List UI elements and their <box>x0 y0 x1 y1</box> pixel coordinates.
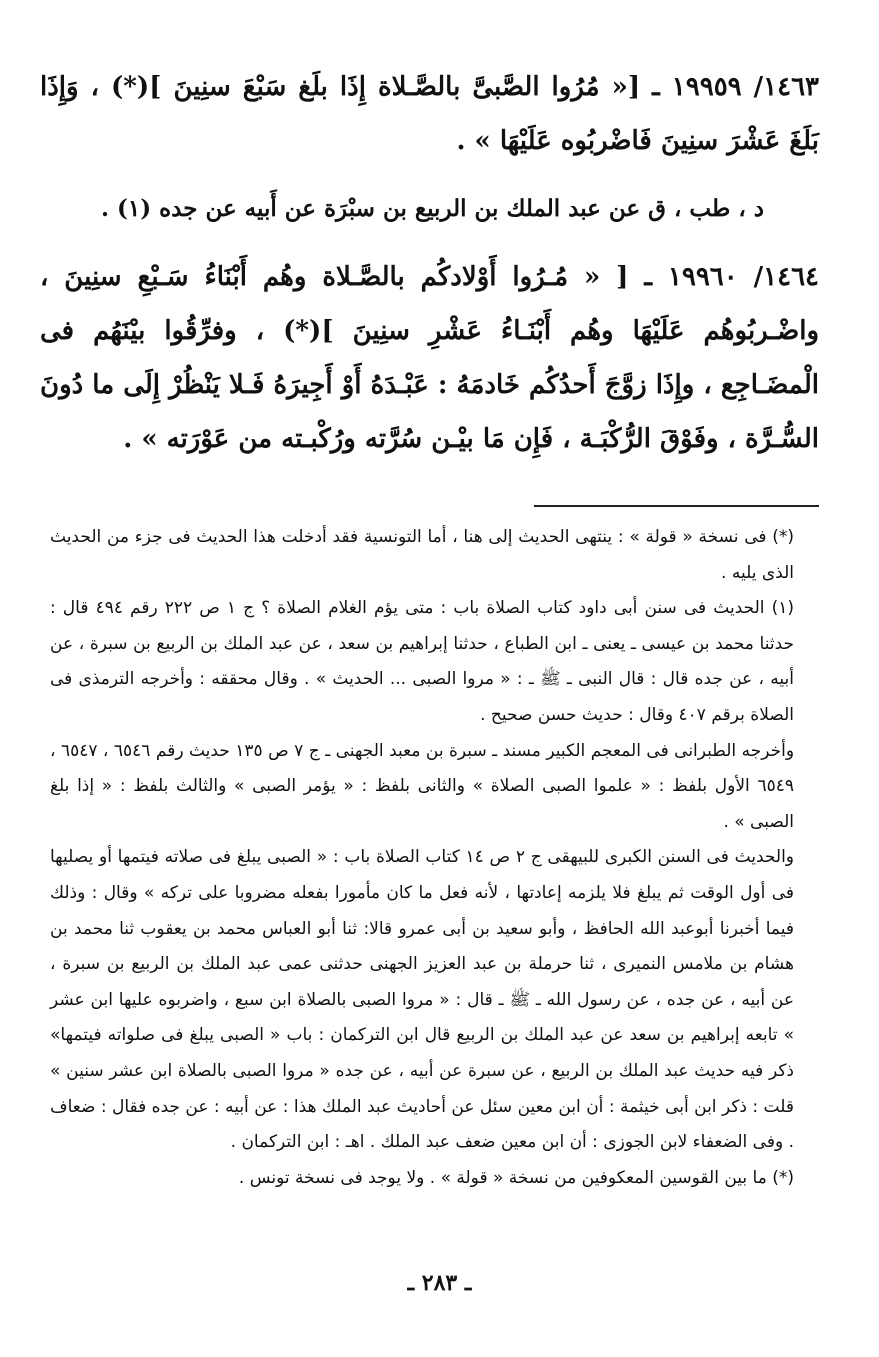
hadith-1463-source: د ، طب ، ق عن عبد الملك بن الربيع بن سبْرَة عن أَبيه عن جده (١) . <box>100 195 764 222</box>
main-text <box>40 60 819 466</box>
hadith-1463: ١٤٦٣/ ١٩٩٥٩ ـ [« مُرُوا الصَّبىَّ بالصَّـلاة إِذَا بلَغ سَبْعَ سنِينَ ](*) ، وَإِذَا بَلَغَ عَشْرَ سنِينَ فَاضْربُوه عَلَيْهَا » . <box>40 72 819 156</box>
footnote-star-2: (*) ما بين القوسين المعكوفين من نسخة « قولة » . ولا يوجد فى نسخة تونس . <box>238 1167 794 1188</box>
footnote-star-1: (*) فى نسخة « قولة » : ينتهى الحديث إلى هنا ، أما التونسية فقد أدخلت هذا الحديث فى جزء من الحديث الذى يليه . <box>50 527 794 583</box>
footnote-divider <box>534 505 819 507</box>
footnote-1-part-1: (١) الحديث فى سنن أبى داود كتاب الصلاة باب : متى يؤم الغلام الصلاة ؟ ج ١ ص ٢٢٢ رقم ٤٩٤ قال : حدثنا محمد بن عيسى ـ يعنى ـ ابن الطباع ، حدثنا إبراهيم بن سعد ، عن عبد الملك بن الربيع بن سبرة ، عن أبيه ، عن جده قال : قال النبى ـ ﷺ ـ : « مروا الصبى ... الحديث » . وقال محققه : وأخرجه الترمذى فى الصلاة برقم ٤٠٧ وقال : حديث حسن صحيح . <box>50 598 794 725</box>
footnotes <box>50 520 824 1196</box>
hadith-1464: ١٤٦٤/ ١٩٩٦٠ ـ [ « مُـرُوا أَوْلادكُم بالصَّـلاة وهُم أَبْنَاءُ سَـبْعِ سنِينَ ، واضْـربُوهُم عَلَيْهَا وهُم أَبْنَـاءُ عَشْرِ سنِينَ ](*) ، وفرِّقُوا بيْنَهُم فى الْمضَـاجِع ، وإِذَا زوَّجَ أَحدُكُم خَادمَهُ : عَبْـدَهُ أَوْ أَجِيرَهُ فَـلا يَنْظُرْ إِلَى ما دُونَ السُّـرَّة ، وفَوْقَ الرُّكْبَـة ، فَإِن مَا بيْـن سُرَّته ورُكْبـته من عَوْرَته » . <box>40 262 819 454</box>
footnote-1-part-2: وأخرجه الطبرانى فى المعجم الكبير مسند ـ سبرة بن معبد الجهنى ـ ج ٧ ص ١٣٥ حديث رقم ٦٥٤٦ ، ٦٥٤٧ ، ٦٥٤٩ الأول بلفظ : « علموا الصبى الصلاة » والثانى بلفظ : « يؤمر الصبى » والثالث بلفظ : « إذا بلغ الصبى » . <box>50 740 795 832</box>
page-number: ـ ٢٨٣ ـ <box>407 1270 472 1296</box>
footnote-1-part-3: والحديث فى السنن الكبرى للبيهقى ج ٢ ص ١٤ كتاب الصلاة باب : « الصبى يبلغ فى صلاته فيتمها أو يصليها فى أول الوقت ثم يبلغ فلا يلزمه إعادتها ، لأنه فعل ما كان مأمورا بفعله مضروبا على تركه » وقال : وذلك فيما أخبرنا أبوعبد الله الحافظ ، وأبو سعيد بن أبى عمرو قالا: ثنا أبو العباس محمد بن يعقوب ثنا محمد بن هشام بن ملامس النميرى ، ثنا حرملة بن عبد العزيز الجهنى حدثنى عمى عبد الملك بن الربيع بن سبرة ، عن أبيه ، عن جده ، عن رسول الله ـ ﷺ ـ قال : « مروا الصبى بالصلاة ابن سبع ، واضربوه عليها ابن عشر » تابعه إبراهيم بن سعد عن عبد الملك بن الربيع قال ابن التركمان : باب « الصبى يبلغ فى صلواته فيتمها» ذكر فيه حديث عبد الملك بن الربيع ، عن سبرة عن أبيه ، عن جده « مروا الصبى بالصلاة ابن عشر سنين » قلت : ذكر ابن أبى خيثمة : أن ابن معين سئل عن أحاديث عبد الملك هذا : عن أبيه : عن جده فقال : ضعاف . وفى الضعفاء لابن الجوزى : أن ابن معين ضعف عبد الملك . اهـ : ابن التركمان . <box>50 847 794 1153</box>
